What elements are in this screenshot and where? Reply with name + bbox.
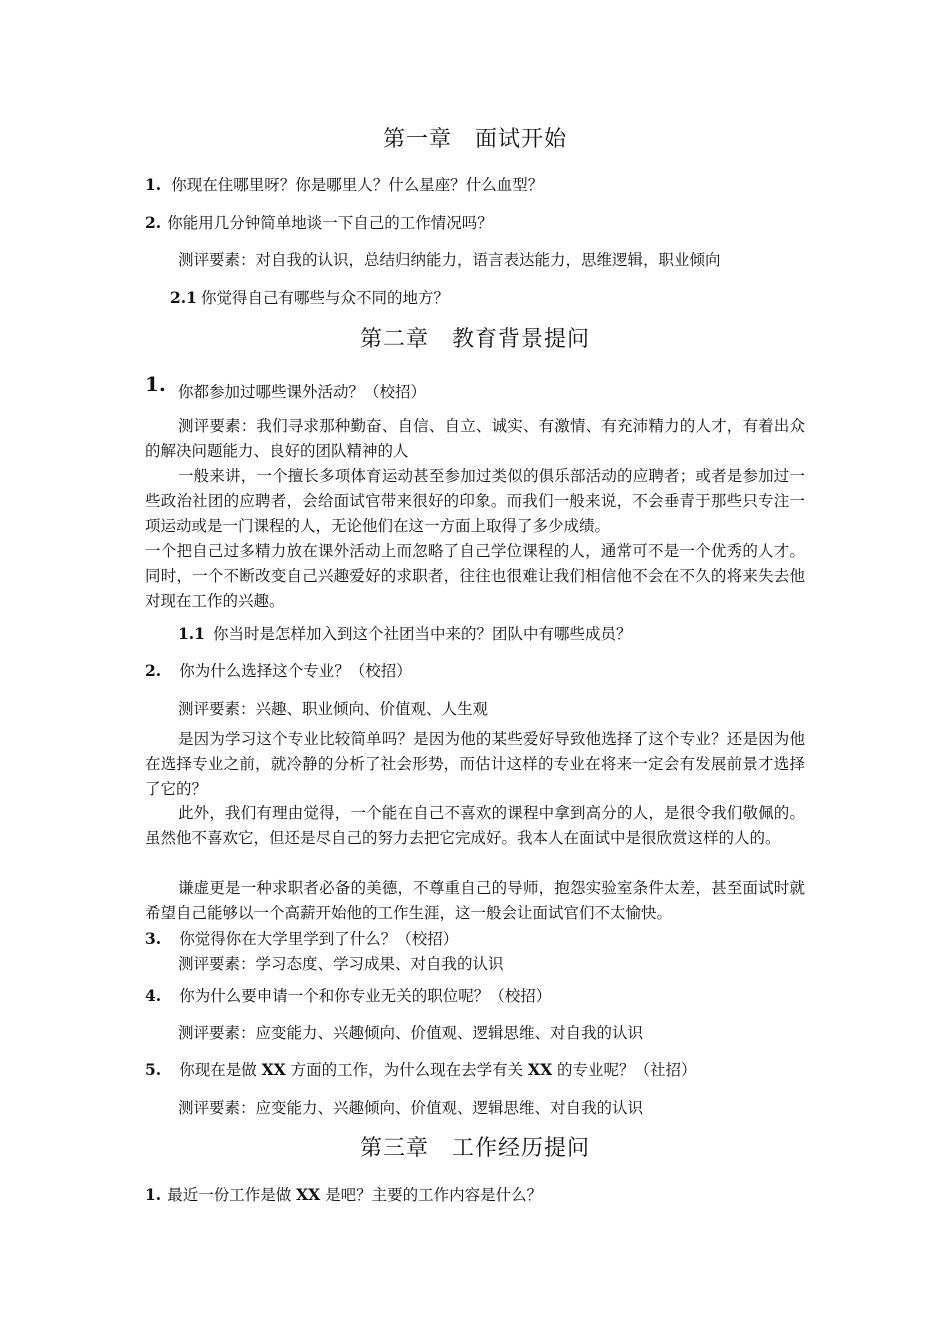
ch2-q2-paragraph-1: 是因为学习这个专业比较简单吗？是因为他的某些爱好导致他选择了这个专业？还是因为他在选择专业之前，就冷静的分析了社会形势，而估计这样的专业在将来一定会有发展前景才选择了它的？	[145, 730, 805, 798]
ch3-question-1	[145, 1183, 542, 1205]
question-text-mid: 方面的工作，为什么现在去学有关	[285, 1061, 529, 1079]
chapter-2-title: 第二章 教育背景提问	[359, 327, 590, 352]
ch2-q5-evaluation: 测评要素：应变能力、兴趣倾向、价值观、逻辑思维、对自我的认识	[178, 1099, 644, 1117]
question-text-post: 的专业呢？（社招）	[552, 1061, 697, 1079]
ch1-q2-evaluation: 测评要素：对自我的认识，总结归纳能力，语言表达能力，思维逻辑，职业倾向	[178, 251, 721, 269]
question-text: 你为什么要申请一个和你专业无关的职位呢？（校招）	[179, 987, 552, 1005]
ch2-question-1-number: 1.	[145, 372, 166, 396]
question-text: 你觉得你在大学里学到了什么？（校招）	[179, 930, 459, 948]
question-text-post: 是吧？主要的工作内容是什么？	[320, 1186, 543, 1204]
ch2-question-1-1	[178, 622, 631, 644]
ch2-q2-evaluation: 测评要素：兴趣、职业倾向、价值观、人生观	[178, 700, 489, 718]
ch2-q1-paragraph-2: 一个把自己过多精力放在课外活动上而忽略了自己学位课程的人，通常可不是一个优秀的人才。同时，一个不断改变自己兴趣爱好的求职者，往往也很难让我们相信他不会在不久的将来失去他对现在工作的兴趣。	[145, 542, 805, 610]
question-number: 2.	[145, 213, 162, 232]
ch2-q4-evaluation: 测评要素：应变能力、兴趣倾向、价值观、逻辑思维、对自我的认识	[178, 1024, 644, 1042]
question-number: 4.	[145, 986, 162, 1005]
placeholder-xx: XX	[528, 1060, 553, 1079]
ch2-q1-evaluation: 测评要素：我们寻求那种勤奋、自信、自立、诚实、有激情、有充沛精力的人才，有着出众的解决问题能力、良好的团队精神的人	[145, 417, 805, 460]
placeholder-xx: XX	[261, 1060, 286, 1079]
ch2-q2-paragraph-2: 此外，我们有理由觉得，一个能在自己不喜欢的课程中拿到高分的人，是很令我们敬佩的。虽然他不喜欢它，但还是尽自己的努力去把它完成好。我本人在面试中是很欣赏这样的人的。	[145, 804, 805, 847]
ch1-question-2-1	[170, 286, 449, 308]
ch1-question-2	[145, 211, 493, 233]
question-text: 你现在住哪里呀？你是哪里人？什么星座？什么血型？	[171, 176, 544, 194]
question-text: 你能用几分钟简单地谈一下自己的工作情况吗？	[167, 214, 493, 232]
question-text-pre: 你现在是做	[179, 1061, 262, 1079]
ch2-q3-evaluation: 测评要素：学习态度、学习成果、对自我的认识	[178, 955, 504, 973]
ch2-q2-paragraph-3: 谦虚更是一种求职者必备的美德，不尊重自己的导师，抱怨实验室条件太差，甚至面试时就希望自己能够以一个高薪开始他的工作生涯，这一般会让面试官们不太愉快。	[145, 879, 805, 922]
question-text: 你为什么选择这个专业？（校招）	[179, 662, 412, 680]
question-number: 2.	[145, 661, 162, 680]
question-number: 1.1	[178, 624, 205, 643]
ch2-question-1-text: 你都参加过哪些课外活动？（校招）	[178, 383, 427, 401]
chapter-3-title: 第三章 工作经历提问	[359, 1136, 590, 1161]
chapter-1-title: 第一章 面试开始	[382, 127, 567, 152]
ch2-question-3	[145, 927, 458, 949]
ch2-question-2	[145, 659, 412, 681]
question-number: 1.	[145, 175, 162, 194]
ch1-question-1	[145, 173, 543, 195]
question-number: 2.1	[170, 288, 197, 307]
question-number: 3.	[145, 929, 162, 948]
ch2-q1-paragraph-1: 一般来讲，一个擅长多项体育运动甚至参加过类似的俱乐部活动的应聘者；或者是参加过一些政治社团的应聘者，会给面试官带来很好的印象。而我们一般来说，不会垂青于那些只专注一项运动或是一门课程的人，无论他们在这一方面上取得了多少成绩。	[145, 467, 805, 535]
question-text: 你觉得自己有哪些与众不同的地方？	[200, 289, 449, 307]
placeholder-xx: XX	[296, 1185, 321, 1204]
ch2-question-4	[145, 984, 551, 1006]
question-number: 1.	[145, 1185, 162, 1204]
question-text: 你当时是怎样加入到这个社团当中来的？团队中有哪些成员？	[212, 625, 632, 643]
ch2-question-5	[145, 1058, 697, 1080]
question-text-pre: 最近一份工作是做	[167, 1186, 297, 1204]
question-number: 5.	[145, 1060, 162, 1079]
